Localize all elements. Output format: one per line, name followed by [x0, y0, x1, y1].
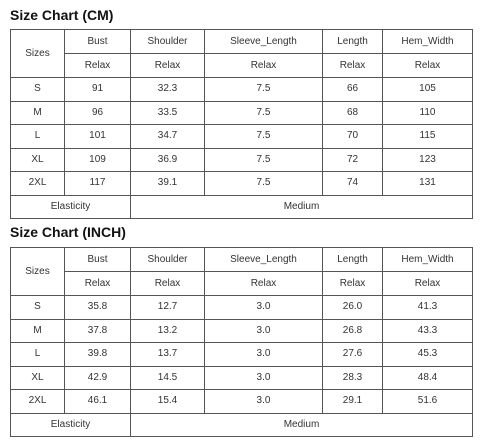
- fit-cell: Relax: [383, 272, 473, 296]
- fit-cell: Relax: [131, 272, 205, 296]
- table-cell: 7.5: [205, 78, 323, 102]
- table-cell: 123: [383, 148, 473, 172]
- table-cell: 3.0: [205, 390, 323, 414]
- table-row: [11, 296, 473, 320]
- size-label: XL: [11, 366, 65, 390]
- header-row: [11, 248, 473, 272]
- table-cell: 51.6: [383, 390, 473, 414]
- table-cell: 72: [323, 148, 383, 172]
- table-row: [11, 172, 473, 196]
- column-header-hem-width: Hem_Width: [383, 248, 473, 272]
- table-cell: 13.2: [131, 319, 205, 343]
- table-cell: 7.5: [205, 125, 323, 149]
- table-cell: 36.9: [131, 148, 205, 172]
- table-cell: 37.8: [65, 319, 131, 343]
- column-header-hem-width: Hem_Width: [383, 30, 473, 54]
- table-cell: 32.3: [131, 78, 205, 102]
- size-label: 2XL: [11, 172, 65, 196]
- column-header-shoulder: Shoulder: [131, 248, 205, 272]
- table-row: [11, 78, 473, 102]
- table-cell: 3.0: [205, 319, 323, 343]
- size-label: M: [11, 319, 65, 343]
- size-label: L: [11, 343, 65, 367]
- size-label: 2XL: [11, 390, 65, 414]
- table-cell: 26.8: [323, 319, 383, 343]
- fit-cell: Relax: [383, 54, 473, 78]
- table-cell: 68: [323, 101, 383, 125]
- table-cell: 39.8: [65, 343, 131, 367]
- table-row: [11, 101, 473, 125]
- column-header-shoulder: Shoulder: [131, 30, 205, 54]
- elasticity-row: [11, 195, 473, 219]
- size-label: L: [11, 125, 65, 149]
- size-chart-cm-title: Size Chart (CM): [10, 7, 114, 23]
- fit-cell: Relax: [205, 54, 323, 78]
- table-cell: 33.5: [131, 101, 205, 125]
- table-cell: 27.6: [323, 343, 383, 367]
- sizes-header: Sizes: [11, 248, 65, 296]
- table-cell: 7.5: [205, 172, 323, 196]
- table-cell: 131: [383, 172, 473, 196]
- table-cell: 43.3: [383, 319, 473, 343]
- table-cell: 48.4: [383, 366, 473, 390]
- elasticity-value: Medium: [131, 413, 473, 437]
- elasticity-label: Elasticity: [11, 195, 131, 219]
- fit-cell: Relax: [65, 54, 131, 78]
- table-cell: 26.0: [323, 296, 383, 320]
- table-cell: 12.7: [131, 296, 205, 320]
- table-row: [11, 125, 473, 149]
- elasticity-row: [11, 413, 473, 437]
- size-label: M: [11, 101, 65, 125]
- table-row: [11, 390, 473, 414]
- table-cell: 66: [323, 78, 383, 102]
- table-cell: 7.5: [205, 148, 323, 172]
- table-cell: 15.4: [131, 390, 205, 414]
- table-cell: 13.7: [131, 343, 205, 367]
- table-cell: 46.1: [65, 390, 131, 414]
- fit-cell: Relax: [131, 54, 205, 78]
- table-row: [11, 319, 473, 343]
- column-header-bust: Bust: [65, 248, 131, 272]
- column-header-bust: Bust: [65, 30, 131, 54]
- table-cell: 101: [65, 125, 131, 149]
- fit-row: [11, 54, 473, 78]
- fit-cell: Relax: [323, 54, 383, 78]
- fit-cell: Relax: [205, 272, 323, 296]
- size-label: S: [11, 78, 65, 102]
- table-cell: 110: [383, 101, 473, 125]
- table-cell: 109: [65, 148, 131, 172]
- table-cell: 105: [383, 78, 473, 102]
- header-row: [11, 30, 473, 54]
- column-header-sleeve-length: Sleeve_Length: [205, 30, 323, 54]
- size-label: S: [11, 296, 65, 320]
- fit-cell: Relax: [65, 272, 131, 296]
- table-cell: 70: [323, 125, 383, 149]
- elasticity-value: Medium: [131, 195, 473, 219]
- table-cell: 115: [383, 125, 473, 149]
- fit-row: [11, 272, 473, 296]
- table-cell: 91: [65, 78, 131, 102]
- table-row: [11, 343, 473, 367]
- column-header-length: Length: [323, 248, 383, 272]
- size-chart-inch-title: Size Chart (INCH): [10, 224, 126, 240]
- column-header-sleeve-length: Sleeve_Length: [205, 248, 323, 272]
- column-header-length: Length: [323, 30, 383, 54]
- table-cell: 28.3: [323, 366, 383, 390]
- table-cell: 3.0: [205, 366, 323, 390]
- size-label: XL: [11, 148, 65, 172]
- table-cell: 29.1: [323, 390, 383, 414]
- table-cell: 96: [65, 101, 131, 125]
- sizes-header: Sizes: [11, 30, 65, 78]
- table-cell: 35.8: [65, 296, 131, 320]
- table-cell: 45.3: [383, 343, 473, 367]
- table-cell: 14.5: [131, 366, 205, 390]
- table-cell: 42.9: [65, 366, 131, 390]
- table-cell: 34.7: [131, 125, 205, 149]
- table-row: [11, 366, 473, 390]
- table-cell: 39.1: [131, 172, 205, 196]
- fit-cell: Relax: [323, 272, 383, 296]
- table-cell: 117: [65, 172, 131, 196]
- table-cell: 7.5: [205, 101, 323, 125]
- size-chart-inch-table: [10, 247, 473, 437]
- table-row: [11, 148, 473, 172]
- table-cell: 3.0: [205, 343, 323, 367]
- size-chart-cm-table: [10, 29, 473, 219]
- table-cell: 3.0: [205, 296, 323, 320]
- table-cell: 41.3: [383, 296, 473, 320]
- elasticity-label: Elasticity: [11, 413, 131, 437]
- table-cell: 74: [323, 172, 383, 196]
